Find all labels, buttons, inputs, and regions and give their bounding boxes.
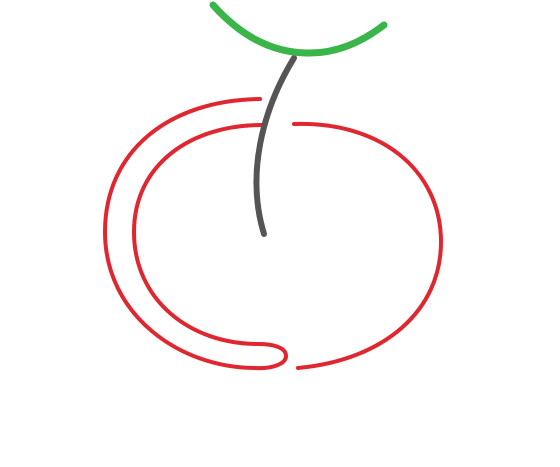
stem (256, 58, 294, 234)
fruit-inner-outline (294, 124, 441, 368)
leaf (213, 5, 384, 53)
